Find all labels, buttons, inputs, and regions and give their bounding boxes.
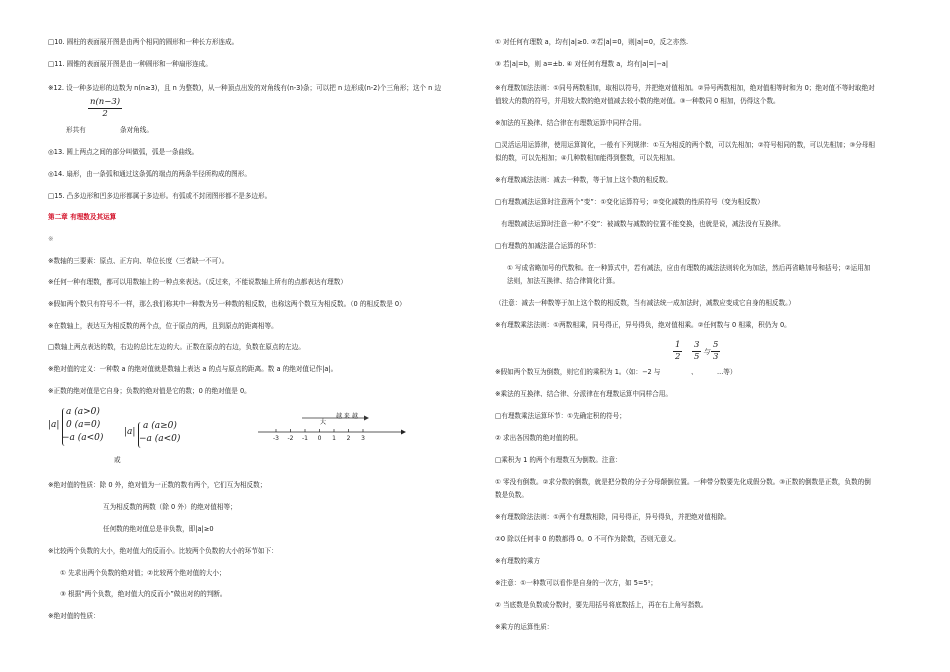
text-line: 形共有 (66, 126, 86, 134)
text-line: □灵活运用运算律，使用运算简化，一般有下列规律：①互为相反的两个数，可以先相加；②符号相同的数，可以先相加；③分母相 (495, 141, 876, 149)
text-line: ② 求出各因数的绝对值的积。 (495, 434, 583, 442)
text-line: ※有理数乘法法则：①两数相乘，同号得正，异号得负，绝对值相乘。②任何数与 0 相乘，积仍为 0。 (495, 321, 791, 329)
fraction-denominator: 3 (713, 352, 719, 362)
fraction-denominator: 5 (694, 352, 700, 362)
text-line: ※假如两个数只有符号不一样，那么我们称其中一种数为另一种数的相反数，也称这两个数互为相反数。（0 的相反数是 0） (48, 300, 406, 308)
axis-arrow-head (401, 430, 406, 435)
reciprocal-fraction (711, 341, 720, 362)
text-line: ※有理数除法法则：①两个有理数相除，同号得正，异号得负，并把绝对值相除。 (495, 513, 731, 521)
case-line: a (a>0) (66, 407, 100, 417)
text-line: ③ 若|a|=b，则 a=±b. ④ 对任何有理数 a，均有|a|=|−a| (495, 60, 669, 68)
text-line: ① 对任何有理数 a，均有|a|≥0. ②若|a|=0，则|a|=0，反之亦然. (495, 38, 689, 46)
text-line: ※数轴的三要素：原点、正方向、单位长度（三者缺一不可）。 (48, 257, 229, 265)
text-line: ※有理数的乘方 (495, 557, 541, 565)
case-line: −a (a<0) (139, 434, 181, 444)
text-line: ...等） (717, 368, 737, 376)
number-line-tick-label: 2 (346, 435, 351, 442)
number-line-label: 大 (320, 419, 327, 426)
text-line: ※在数轴上，表达互为相反数的两个点，位于原点的两，且到原点的距离相等。 (48, 322, 278, 330)
reciprocal-fraction (692, 341, 701, 362)
fraction-numerator: 1 (675, 340, 681, 350)
text-line: ※有理数加法法则：①同号两数相加，取相以符号，并把绝对值相加。②异号两数相加，绝对值相等时和为 0；绝对值不等时取绝对 (495, 84, 875, 92)
text-line: ※任何一种有理数，都可以用数轴上的一种点来表达。（反过来，不能说数轴上所有的点都表达有理数） (48, 278, 347, 286)
fraction-connector: 与 (703, 348, 710, 356)
number-line-tick-label: 1 (332, 435, 336, 442)
text-line: □数轴上两点表达的数，右边的总比左边的大。正数在原点的右边，负数在原点的左边。 (48, 343, 305, 351)
number-line-tick-label: 3 (361, 435, 365, 442)
text-line: ※比较两个负数的大小，绝对值大的反而小。比较两个负数的大小的环节如下： (48, 547, 278, 555)
number-line-label: 越 来 越 (336, 413, 358, 420)
diagonal-count-fraction (88, 98, 122, 119)
text-line: ※正数的绝对值是它自身；负数的绝对值是它的数；0 的绝对值是 0。 (48, 387, 251, 395)
reciprocal-fraction (673, 341, 682, 362)
number-line-tick-label: -1 (302, 435, 308, 442)
text-line: □11. 圆锥的表面展开图是由一种圆形和一种扇形连成。 (48, 60, 212, 68)
text-line: ※12. 设一种多边形的边数为 n(n≥3)，且 n 为整数)，从一种顶点出发的对角线有(n-3)条；可以把 n 边形成(n-2)个三角形；这个 n 边 (48, 84, 442, 92)
text-line: ※乘法的互换律、结合律、分派律在有理数运算中同样合用。 (495, 390, 672, 398)
text-line: ② 当底数是负数或分数时，要先用括号将底数括上，再在右上角写指数。 (495, 601, 708, 609)
arrow-head (364, 416, 369, 421)
text-line: □10. 圆柱的表面展开图是由两个相同的圆形和一种长方形连成。 (48, 38, 239, 46)
fraction-numerator: 3 (694, 340, 700, 350)
text-line: □乘积为 1 的两个有理数互为倒数。注意： (495, 456, 622, 464)
chapter-heading: 第二章 有理数及其运算 (48, 213, 117, 221)
abs-symbol: |a| (124, 427, 136, 437)
text-line: ◎14. 扇形，由一条弧和通过这条弧的端点的两条半径所构成的图形。 (48, 170, 251, 178)
text-line: 任何数的绝对值总是非负数，即|a|≥0 (103, 525, 214, 533)
case-line: 0 (a=0) (66, 420, 101, 430)
text-line: ① 先求出两个负数的绝对值；②比较两个绝对值的大小； (60, 569, 226, 577)
text-line: □15. 凸多边形和凹多边形都属于多边形。有弧或不封闭图形都不是多边形。 (48, 192, 272, 200)
abs-symbol: |a| (48, 420, 60, 430)
fraction-numerator: n(n−3) (90, 97, 121, 107)
text-line: ③ 根据“两个负数，绝对值大的反而小”做出对的的判断。 (60, 590, 227, 598)
text-line: ※乘方的运算性质： (495, 623, 554, 631)
text-line: □有理数减法运算时注意两个“变”：①变化运算符号；②变化减数的性质符号（变为相反数） (495, 198, 764, 206)
text-line: 似的数，可以先相加；④几种数相加能得到整数，可以先相加。 (495, 154, 679, 162)
case-line: −a (a<0) (62, 433, 104, 443)
number-line-tick-label: 0 (317, 435, 322, 442)
fraction-denominator: 2 (675, 352, 681, 362)
text-line: ① 写成省略加号的代数和。在一种算式中，若有减法，应由有理数的减法法则转化为加法，然后再省略加号和括号；②运用加 (507, 264, 871, 272)
text-line: ※绝对值的性质： (48, 612, 100, 620)
text-line: ※有理数减法法则：减去一种数，等于加上这个数的相反数。 (495, 176, 672, 184)
text-line: ※绝对值的定义：一种数 a 的绝对值就是数轴上表达 a 的点与原点的距离。数 a 的绝对值记作|a|。 (48, 365, 338, 373)
text-line: ◎13. 圆上两点之间的部分叫做弧，弧是一条曲线。 (48, 148, 199, 156)
text-line: 值较大的数的符号，并用较大数的绝对值减去较小数的绝对值。③一种数同 0 相加，仍得这个数。 (495, 97, 780, 105)
text-line: 互为相反数的两数（除 0 外）的绝对值相等； (103, 503, 237, 511)
text-line: （注意：减去一种数等于加上这个数的相反数，当有减法统一成加法时，减数应变成它自身的相反数。） (495, 299, 796, 307)
text-line: □有理数的加减法混合运算的环节： (495, 242, 601, 250)
text-line: 或 (114, 456, 121, 464)
number-line-tick-label: -2 (287, 435, 294, 442)
text-line: ※绝对值的性质：除 0 外，绝对值为一正数的数有两个，它们互为相反数； (48, 481, 267, 489)
text-line: ※注意：①一种数可以看作是自身的一次方，如 5=5¹； (495, 579, 657, 587)
text-line: ① 零没有倒数。②求分数的倒数，就是把分数的分子分母颠倒位置。一种带分数要先化成假分数。③正数的倒数是正数，负数的倒 (495, 478, 871, 486)
text-line: 数是负数。 (495, 491, 528, 499)
text-line: 法则，加法互换律、结合律简化计算。 (507, 277, 620, 285)
text-line: ※加法的互换律、结合律在有理数运算中同样合用。 (495, 119, 646, 127)
text-line: ※假如两个数互为倒数，则它们的乘积为 1。（如：−2 与 (495, 368, 661, 376)
case-line: a (a≥0) (143, 421, 177, 431)
fraction-denominator: 2 (102, 109, 108, 119)
text-line: ②0 除以任何非 0 的数都得 0。0 不可作为除数，否则无意义。 (495, 535, 680, 543)
fraction-numerator: 5 (713, 340, 719, 350)
text-line: 有理数减法运算时注意一种“不变”：被减数与减数的位置不能变换，也就是说，减法没有互换律。 (501, 220, 785, 228)
text-line: ※ (48, 235, 54, 243)
text-line: □有理数乘法运算环节：①先确定积的符号； (495, 412, 626, 420)
text-line: 条对角线。 (120, 126, 153, 134)
number-line-diagram (256, 412, 406, 442)
number-line-tick-label: -3 (273, 435, 279, 442)
text-line: 、 (691, 368, 698, 376)
